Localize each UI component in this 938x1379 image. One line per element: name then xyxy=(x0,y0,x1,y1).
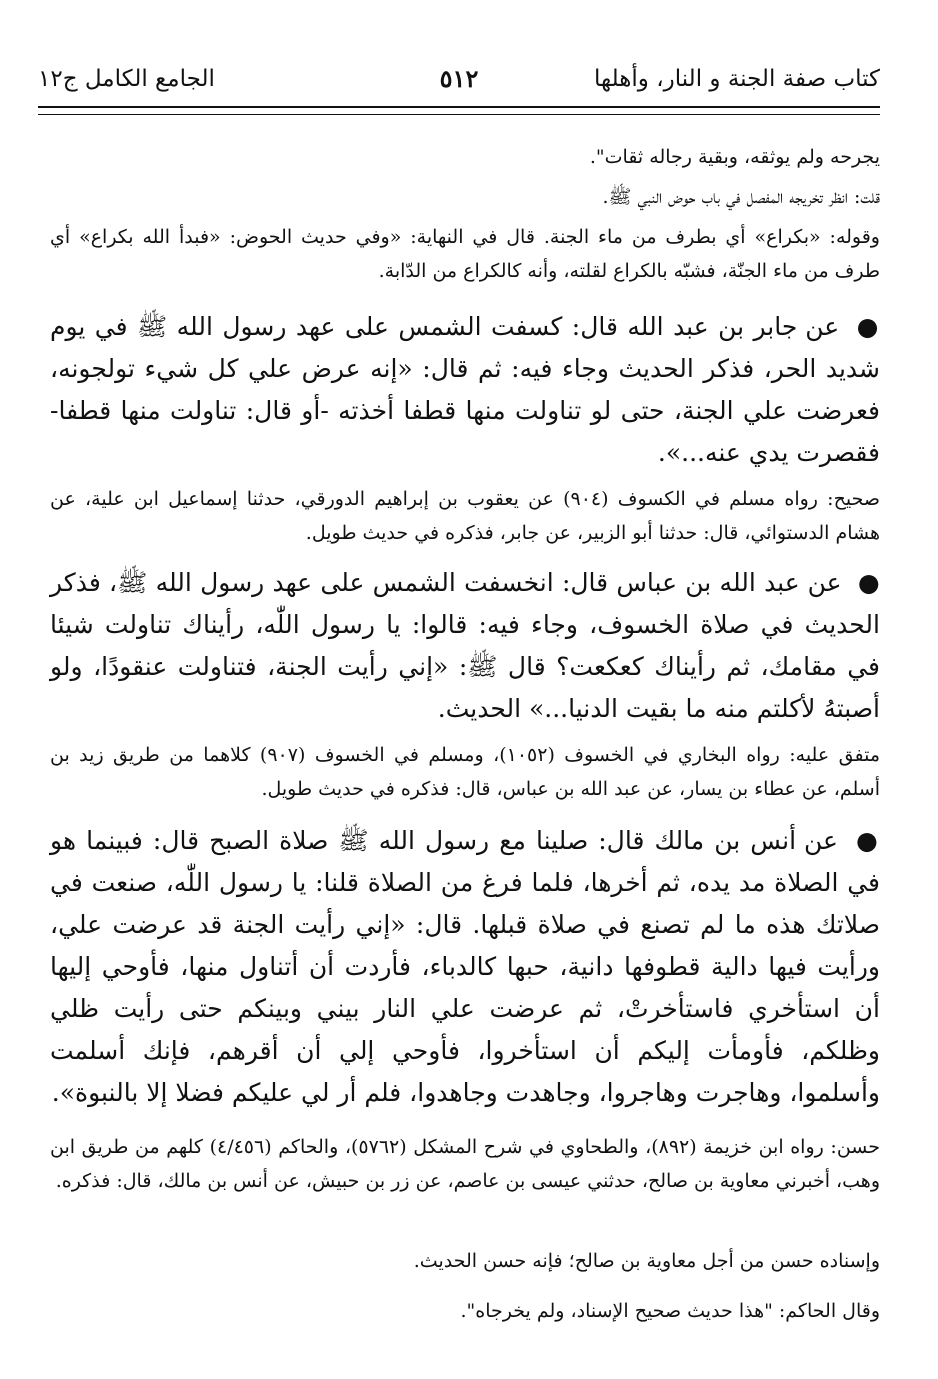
note-text: وقال الحاكم: "هذا حديث صحيح الإسناد، ولم يخرجاه". xyxy=(460,1300,880,1322)
hadith-text: عن جابر بن عبد الله قال: كسفت الشمس على عهد رسول الله ﷺ في يوم شديد الحر، فذكر الحديث وجاء فيه: ثم قال: «إنه عرض علي كل شيء تولجونه، فعرضت علي الجنة، حتى لو تناولت منها قطفا أخذته -أو قال: تناولت منها قطفا- فقصرت يدي عنه...». xyxy=(50,312,880,467)
hadith-text: عن أنس بن مالك قال: صلينا مع رسول الله ﷺ صلاة الصبح قال: فبينما هو في الصلاة مد يده، ثم أخرها، فلما فرغ من الصلاة قلنا: يا رسول اللّٰه، صنعت في صلاتك هذه ما لم تصنع في صلاة قبلها. قال: «إني رأيت الجنة قد عرضت علي، ورأيت فيها دالية قطوفها دانية، حبها كالدباء، فأردت أن أتناول منها، فأوحي إليها أن استأخري فاستأخرتْ، ثم عرضت علي النار بيني وبينكم حتى رأيت ظلي وظلكم، فأومأت إليكم أن استأخروا، فأوحي إلي أن أقرهم، فإنك أسلمت وأسلموا، وهاجرت وهاجروا، وجاهدت وجاهدوا، فلم أر لي عليكم فضلا إلا بالنبوة». xyxy=(50,826,880,1107)
hadith-paragraph xyxy=(50,820,880,1114)
note-text: قلت: انظر تخريجه المفصل في باب حوض النبي ﷺ. xyxy=(602,186,880,208)
note-text: وقوله: «بكراع» أي بطرف من ماء الجنة. قال في النهاية: «وفي حديث الحوض: «فبدأ الله بكراع» أي طرف من ماء الجنّة، فشبّه بالكراع لقلته، وأنه كالكراع من الدّابة. xyxy=(50,226,880,282)
hadith-text: عن عبد الله بن عباس قال: انخسفت الشمس على عهد رسول الله ﷺ، فذكر الحديث في صلاة الخسوف، وجاء فيه: قالوا: يا رسول اللّٰه، رأيناك تناولت شيئا في مقامك، ثم رأيناك كعكعت؟ قال ﷺ: «إني رأيت الجنة، فتناولت عنقودًا، ولو أصبتهُ لأكلتم منه ما بقيت الدنيا...» الحديث. xyxy=(50,568,880,723)
bullet-icon: ● xyxy=(856,826,880,855)
hadith-paragraph xyxy=(50,562,880,730)
chapter-title: كتاب صفة الجنة و النار، وأهلها xyxy=(594,66,880,92)
note-paragraph xyxy=(50,220,880,288)
takhrij-text: متفق عليه: رواه البخاري في الخسوف (١٠٥٢)، ومسلم في الخسوف (٩٠٧) كلاهما من طريق زيد بن أسلم، عن عطاء بن يسار، عن عبد الله بن عباس، قال: فذكره في حديث طويل. xyxy=(50,744,880,800)
header-rule-thin xyxy=(38,114,880,115)
note-paragraph xyxy=(50,1294,880,1328)
note-text: وإسناده حسن من أجل معاوية بن صالح؛ فإنه حسن الحديث. xyxy=(413,1250,880,1272)
takhrij-paragraph xyxy=(50,1130,880,1198)
bullet-icon: ● xyxy=(857,568,880,597)
page-number: ٥١٢ xyxy=(439,64,479,93)
note-paragraph xyxy=(50,140,880,174)
takhrij-paragraph xyxy=(50,482,880,550)
bullet-icon: ● xyxy=(856,312,880,341)
takhrij-paragraph xyxy=(50,738,880,806)
book-title: الجامع الكامل ج١٢ xyxy=(38,66,215,92)
note-paragraph xyxy=(50,1244,880,1278)
takhrij-text: صحيح: رواه مسلم في الكسوف (٩٠٤) عن يعقوب بن إبراهيم الدورقي، حدثنا إسماعيل ابن علية، عن هشام الدستوائي، قال: حدثنا أبو الزبير، عن جابر، فذكره في حديث طويل. xyxy=(50,488,880,544)
page-header xyxy=(38,62,880,102)
hadith-paragraph xyxy=(50,306,880,474)
note-paragraph xyxy=(50,180,880,214)
note-text: يجرحه ولم يوثقه، وبقية رجاله ثقات". xyxy=(589,146,880,168)
takhrij-text: حسن: رواه ابن خزيمة (٨٩٢)، والطحاوي في شرح المشكل (٥٧٦٢)، والحاكم (٤/٤٥٦) كلهم من طريق ابن وهب، أخبرني معاوية بن صالح، حدثني عيسى بن عاصم، عن زر بن حبيش، عن أنس بن مالك، قال: فذكره. xyxy=(50,1136,880,1192)
header-rule-thick xyxy=(38,106,880,108)
